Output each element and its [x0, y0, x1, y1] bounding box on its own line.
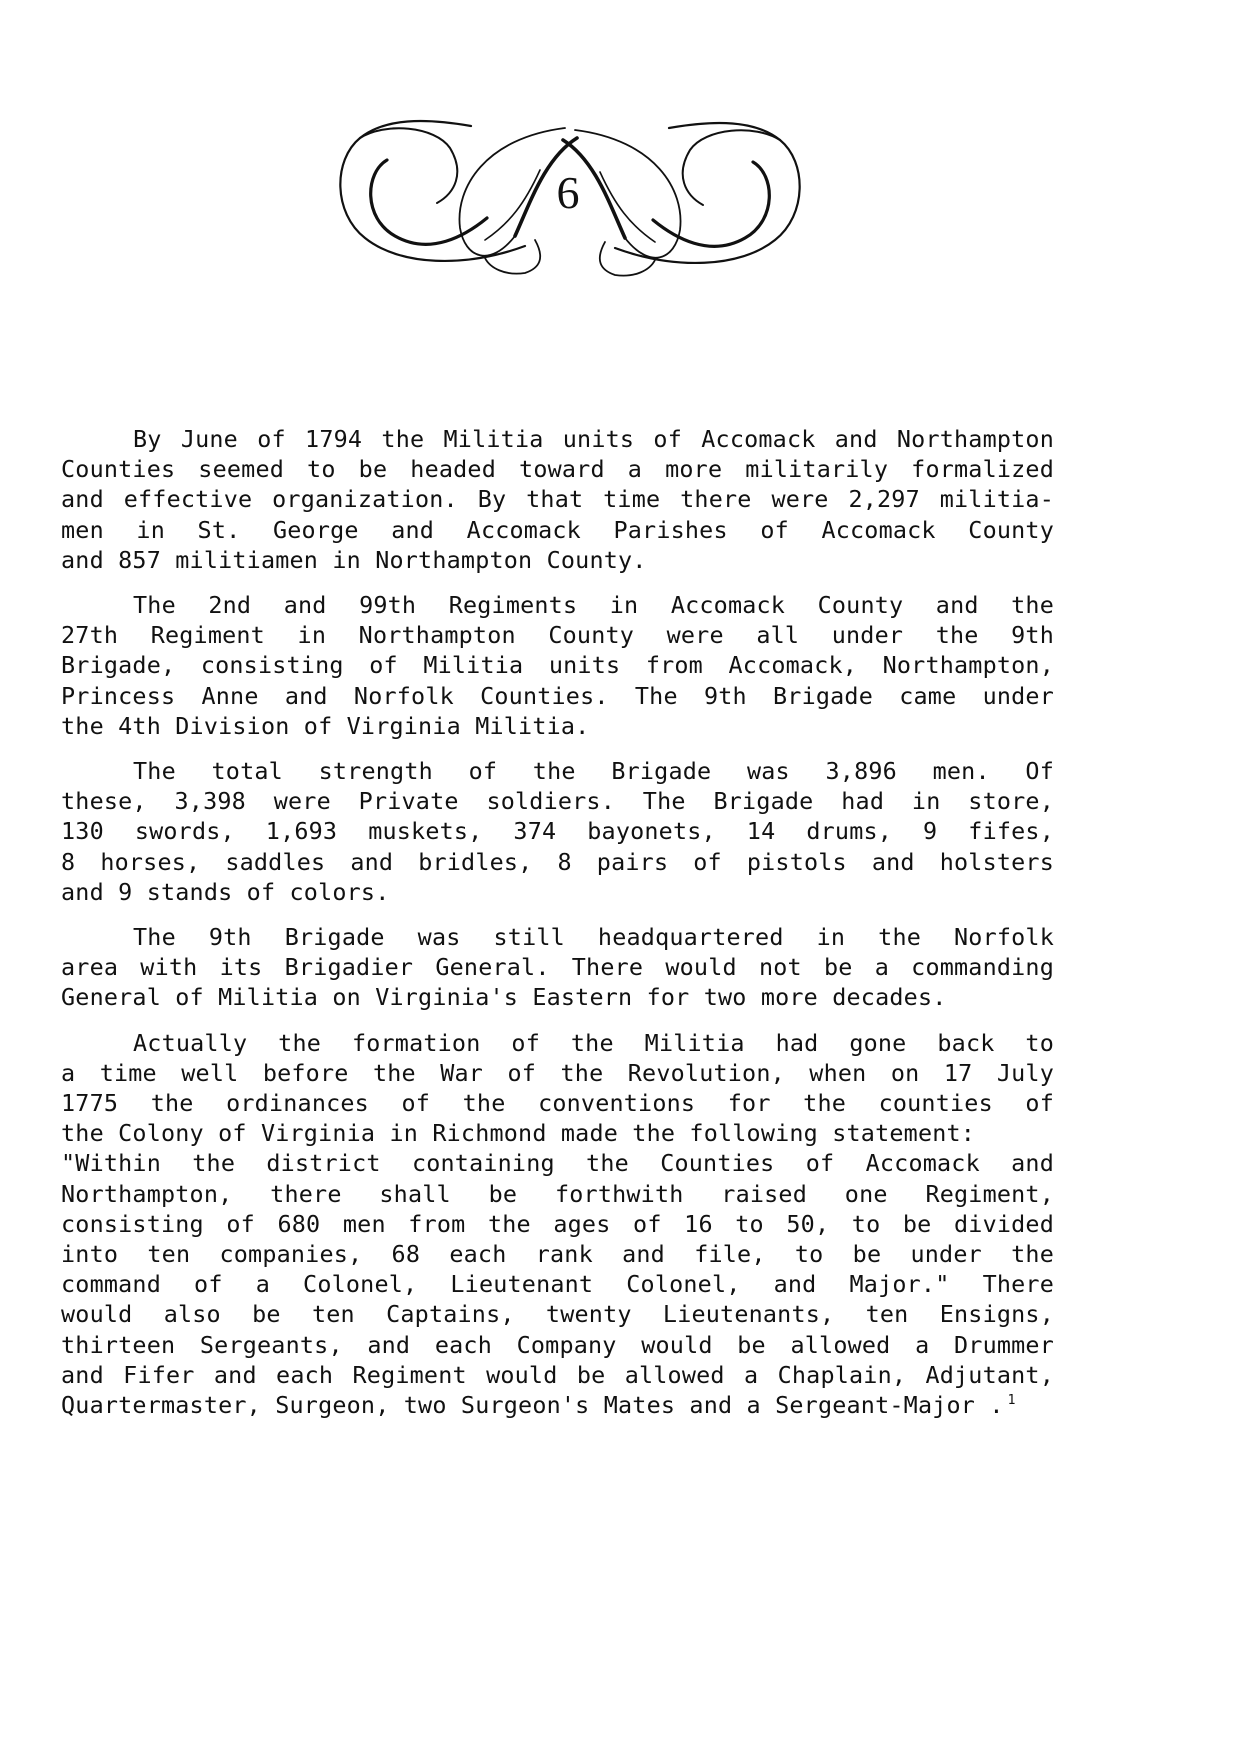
text-line: 27th Regiment in Northampton County were all under the 9th [61, 621, 1054, 650]
text-line: 8 horses, saddles and bridles, 8 pairs of pistols and holsters [61, 847, 1054, 876]
text-line: Brigade, consisting of Militia units from Accomack, Northampton, [61, 651, 1054, 680]
text-line: 130 swords, 1,693 muskets, 374 bayonets, 14 drums, 9 fifes, [61, 817, 1054, 846]
text-line: these, 3,398 were Private soldiers. The Brigade had in store, [61, 787, 1054, 816]
text-line: consisting of 680 men from the ages of 16 to 50, to be divided [61, 1209, 1054, 1238]
text-line: the Colony of Virginia in Richmond made the following statement: [61, 1119, 976, 1148]
text-line: The 9th Brigade was still headquartered in the Norfolk [133, 923, 1054, 952]
paragraph-5 [61, 1028, 1054, 1421]
text-line: "Within the district containing the Counties of Accomack and [61, 1149, 1054, 1178]
text-line: Actually the formation of the Militia had gone back to [133, 1028, 1054, 1057]
text-line: 1775 the ordinances of the conventions for the counties of [61, 1089, 1054, 1118]
text-line: men in St. George and Accomack Parishes of Accomack County [61, 515, 1054, 544]
text-line: Northampton, there shall be forthwith raised one Regiment, [61, 1179, 1054, 1208]
paragraph-1 [61, 424, 1054, 575]
text-line: and Fifer and each Regiment would be allowed a Chaplain, Adjutant, [61, 1360, 1054, 1389]
document-body [61, 424, 1054, 1420]
text-line: and 9 stands of colors. [61, 877, 390, 906]
text-line: into ten companies, 68 each rank and file, to be under the [61, 1240, 1054, 1269]
paragraph-2 [61, 590, 1054, 741]
text-line: thirteen Sergeants, and each Company would be allowed a Drummer [61, 1330, 1054, 1359]
text-line: the 4th Division of Virginia Militia. [61, 711, 590, 740]
text-line: General of Militia on Virginia's Eastern for two more decades. [61, 983, 947, 1012]
text-line-final [61, 1390, 1054, 1420]
footnote-marker[interactable]: 1 [1007, 1393, 1016, 1409]
text-line: and 857 militiamen in Northampton County. [61, 545, 647, 574]
paragraph-4 [61, 922, 1054, 1013]
text-line: would also be ten Captains, twenty Lieutenants, ten Ensigns, [61, 1300, 1054, 1329]
text-line: The 2nd and 99th Regiments in Accomack County and the [133, 591, 1054, 620]
text-line: The total strength of the Brigade was 3,896 men. Of [133, 757, 1054, 786]
text-line: Counties seemed to be headed toward a more militarily formalized [61, 455, 1054, 484]
paragraph-3 [61, 756, 1054, 907]
text-line: and effective organization. By that time there were 2,297 militia- [61, 485, 1054, 514]
text-line: By June of 1794 the Militia units of Accomack and Northampton [133, 425, 1054, 453]
text-line: command of a Colonel, Lieutenant Colonel, and Major." There [61, 1270, 1054, 1299]
text-line: a time well before the War of the Revolution, when on 17 July [61, 1058, 1054, 1087]
text-line: Princess Anne and Norfolk Counties. The 9th Brigade came under [61, 681, 1054, 710]
chapter-number: 6 [556, 167, 580, 218]
text-line: area with its Brigadier General. There would not be a commanding [61, 953, 1054, 982]
text-line: Quartermaster, Surgeon, two Surgeon's Mates and a Sergeant-Major . [61, 1391, 1004, 1420]
